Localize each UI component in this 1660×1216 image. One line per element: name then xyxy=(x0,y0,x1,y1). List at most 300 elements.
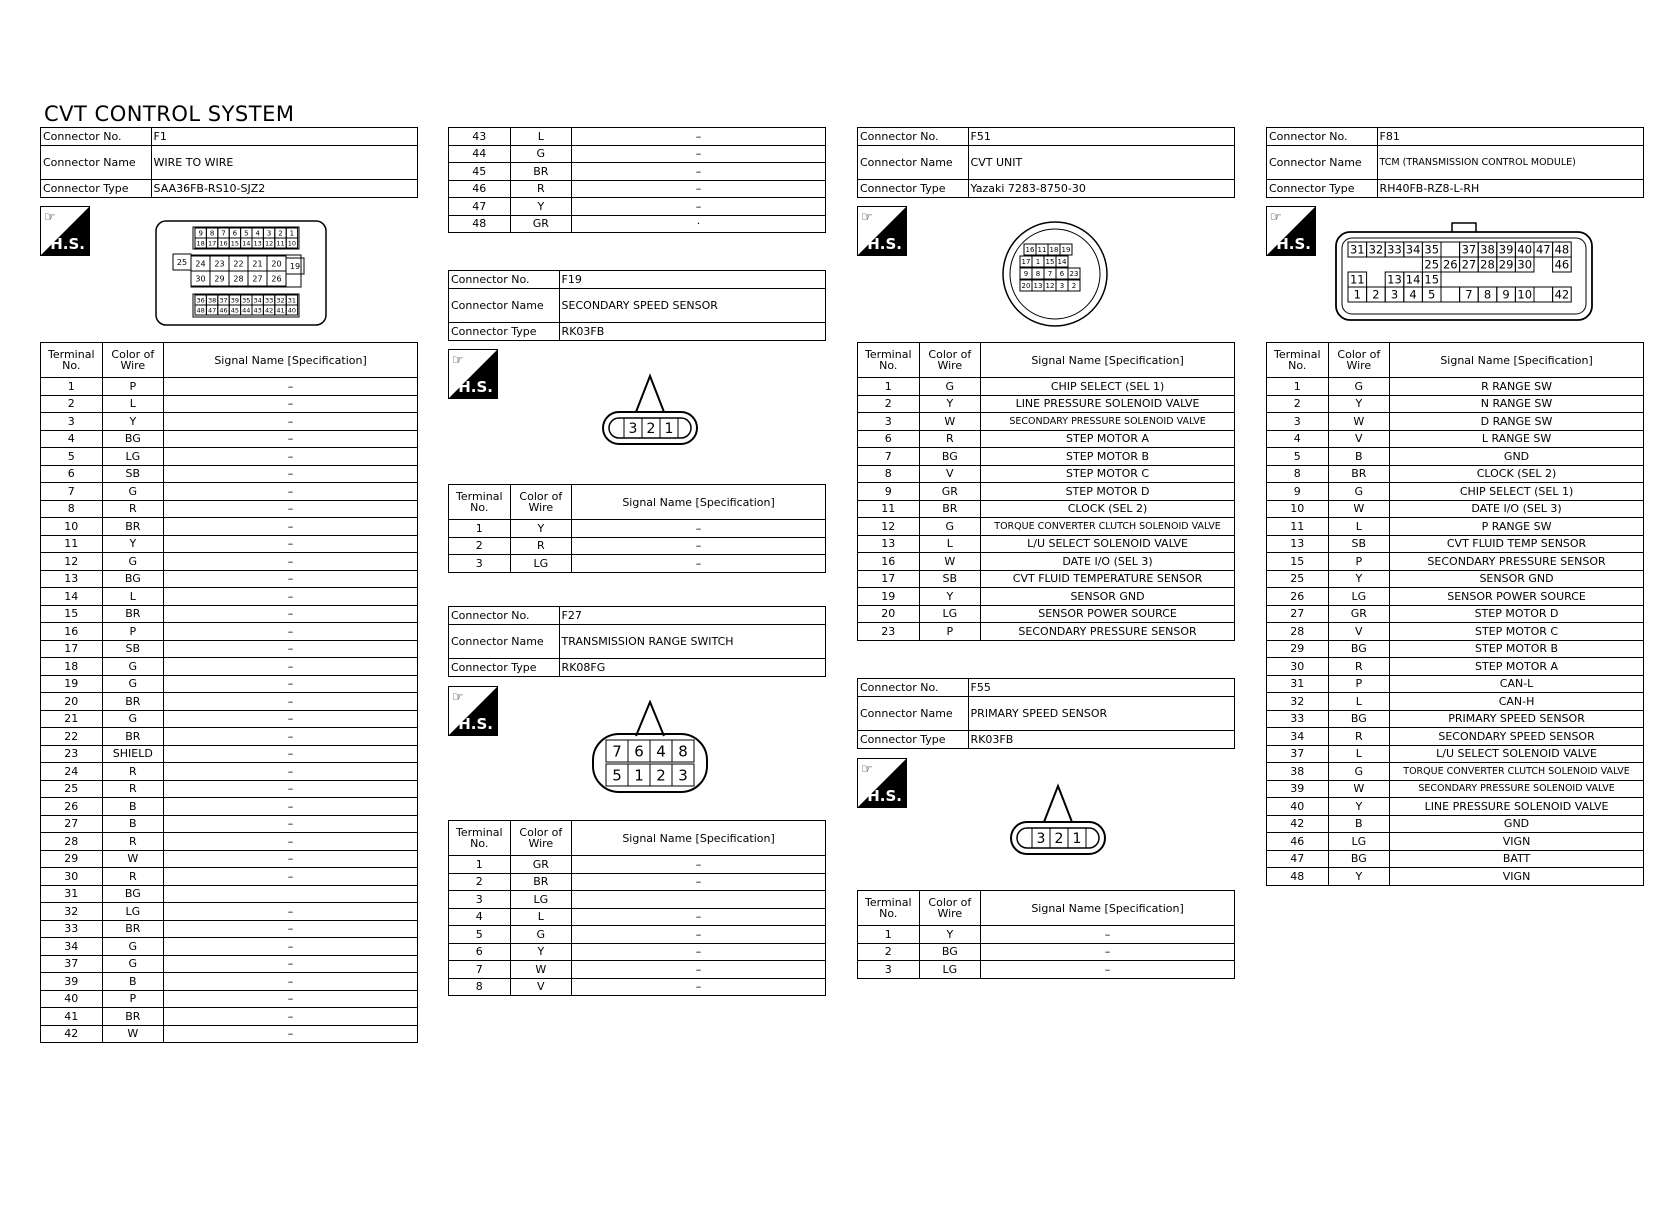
pin-label: 38 xyxy=(207,296,217,305)
signal-name-cell: PRIMARY SPEED SENSOR xyxy=(1390,710,1644,728)
wire-color-cell: P xyxy=(1328,675,1390,693)
signal-name-cell: – xyxy=(164,903,418,921)
terminal-no-cell: 2 xyxy=(858,395,920,413)
connector-f1-continued-table xyxy=(448,127,826,233)
pin-label: 6 xyxy=(634,742,644,761)
wire-color-cell: L xyxy=(510,128,572,146)
terminal-no-cell: 30 xyxy=(41,868,103,886)
wire-color-cell: LG xyxy=(919,961,981,979)
terminal-no-cell: 19 xyxy=(858,588,920,606)
terminal-row xyxy=(41,500,418,518)
terminal-no-cell: 46 xyxy=(1267,833,1329,851)
pin-label: 7 xyxy=(221,229,226,238)
pin-label: 26 xyxy=(1442,257,1458,272)
signal-name-cell: STEP MOTOR B xyxy=(981,448,1235,466)
terminal-no-cell: 8 xyxy=(858,465,920,483)
connector-name-value: TRANSMISSION RANGE SWITCH xyxy=(559,625,825,659)
terminal-row xyxy=(1267,850,1644,868)
terminal-row xyxy=(41,605,418,623)
header-color-of-wire: Color of Wire xyxy=(510,821,572,856)
signal-name-cell: – xyxy=(164,815,418,833)
wire-color-cell: SB xyxy=(1328,535,1390,553)
signal-name-cell: SENSOR GND xyxy=(981,588,1235,606)
terminal-no-cell: 16 xyxy=(41,623,103,641)
connector-type-value: RK08FG xyxy=(559,659,825,677)
pin-label: 40 xyxy=(1517,242,1533,257)
connector-f55-info xyxy=(857,678,1235,749)
pin-label: 34 xyxy=(253,296,262,305)
terminal-no-cell: 2 xyxy=(449,873,511,891)
wire-color-cell: G xyxy=(102,483,164,501)
terminal-row xyxy=(41,413,418,431)
signal-name-cell: CVT FLUID TEMPERATURE SENSOR xyxy=(981,570,1235,588)
pin-label: 6 xyxy=(232,229,238,238)
label-connector-name: Connector Name xyxy=(449,289,560,323)
signal-name-cell: – xyxy=(164,430,418,448)
terminal-no-cell: 3 xyxy=(449,555,511,573)
pin-label: 11 xyxy=(1349,272,1365,287)
wire-color-cell: L xyxy=(1328,518,1390,536)
harness-side-icon: ☞ H.S. xyxy=(857,206,907,256)
terminal-no-cell: 39 xyxy=(1267,780,1329,798)
wire-color-cell: SB xyxy=(102,465,164,483)
pin-label: 45 xyxy=(230,306,240,315)
wire-color-cell: G xyxy=(102,710,164,728)
pin-label: 11 xyxy=(276,239,285,248)
signal-name-cell: – xyxy=(164,710,418,728)
signal-name-cell: P RANGE SW xyxy=(1390,518,1644,536)
terminal-row xyxy=(41,710,418,728)
pin-label: 15 xyxy=(1045,258,1055,267)
terminal-no-cell: 7 xyxy=(858,448,920,466)
terminal-row xyxy=(449,520,826,538)
terminal-row xyxy=(41,973,418,991)
terminal-row xyxy=(858,553,1235,571)
signal-name-cell: CHIP SELECT (SEL 1) xyxy=(1390,483,1644,501)
wire-color-cell: G xyxy=(510,145,572,163)
signal-name-cell: VIGN xyxy=(1390,833,1644,851)
pin-label: 26 xyxy=(271,274,282,284)
wire-color-cell: W xyxy=(919,413,981,431)
wire-color-cell: R xyxy=(102,780,164,798)
terminal-no-cell: 40 xyxy=(1267,798,1329,816)
signal-name-cell: – xyxy=(164,1008,418,1026)
pin-label: 17 xyxy=(1021,258,1031,267)
terminal-row xyxy=(41,395,418,413)
terminal-row xyxy=(41,378,418,396)
signal-name-cell: CLOCK (SEL 2) xyxy=(1390,465,1644,483)
terminal-no-cell: 25 xyxy=(1267,570,1329,588)
terminal-row xyxy=(1267,833,1644,851)
signal-name-cell: DATE I/O (SEL 3) xyxy=(1390,500,1644,518)
terminal-row xyxy=(858,465,1235,483)
signal-name-cell: – xyxy=(164,763,418,781)
terminal-no-cell: 2 xyxy=(1267,395,1329,413)
wire-color-cell: P xyxy=(1328,553,1390,571)
terminal-no-cell: 41 xyxy=(41,1008,103,1026)
signal-name-cell: – xyxy=(572,128,826,146)
label-connector-name: Connector Name xyxy=(858,146,969,180)
wire-color-cell: B xyxy=(102,798,164,816)
terminal-no-cell: 34 xyxy=(41,938,103,956)
signal-name-cell: – xyxy=(164,535,418,553)
signal-name-cell: – xyxy=(164,395,418,413)
label-connector-name: Connector Name xyxy=(1267,146,1378,180)
terminal-no-cell: 3 xyxy=(858,961,920,979)
connector-name-value: WIRE TO WIRE xyxy=(151,146,417,180)
pin-label: 14 xyxy=(242,239,251,248)
terminal-row xyxy=(41,588,418,606)
signal-name-cell: SECONDARY PRESSURE SOLENOID VALVE xyxy=(1390,780,1644,798)
label-connector-type: Connector Type xyxy=(41,180,152,198)
terminal-no-cell: 15 xyxy=(41,605,103,623)
pin-label: 13 xyxy=(1033,282,1043,291)
connector-type-value: Yazaki 7283-8750-30 xyxy=(968,180,1234,198)
pin-label: 2 xyxy=(1372,287,1380,302)
wire-color-cell: Y xyxy=(919,926,981,944)
wire-color-cell: Y xyxy=(510,198,572,216)
signal-name-cell: – xyxy=(572,180,826,198)
wire-color-cell: BR xyxy=(102,728,164,746)
wire-color-cell: G xyxy=(1328,483,1390,501)
pin-label: 27 xyxy=(252,274,263,284)
terminal-row xyxy=(1267,465,1644,483)
terminal-no-cell: 32 xyxy=(1267,693,1329,711)
terminal-no-cell: 13 xyxy=(1267,535,1329,553)
terminal-no-cell: 28 xyxy=(1267,623,1329,641)
wire-color-cell: W xyxy=(102,850,164,868)
terminal-no-cell: 13 xyxy=(858,535,920,553)
pin-label: 23 xyxy=(1069,270,1079,279)
pin-label: 7 xyxy=(1047,270,1053,279)
pin-label: 18 xyxy=(1049,246,1059,255)
pin-label: 14 xyxy=(1405,272,1421,287)
wire-color-cell: Y xyxy=(1328,868,1390,886)
signal-name-cell: – xyxy=(981,961,1235,979)
pin-label: 8 xyxy=(209,229,215,238)
label-connector-no: Connector No. xyxy=(449,607,560,625)
page-title: CVT CONTROL SYSTEM xyxy=(44,102,295,126)
label-connector-type: Connector Type xyxy=(858,731,969,749)
terminal-row xyxy=(41,903,418,921)
header-color-of-wire: Color of Wire xyxy=(510,485,572,520)
connector-f27-diagram xyxy=(590,700,710,796)
signal-name-cell: – xyxy=(164,1025,418,1043)
terminal-no-cell: 5 xyxy=(449,926,511,944)
pin-label: 30 xyxy=(1517,257,1533,272)
terminal-no-cell: 21 xyxy=(41,710,103,728)
terminal-row xyxy=(41,1025,418,1043)
pin-label: 3 xyxy=(678,766,688,785)
signal-name-cell: – xyxy=(164,675,418,693)
wire-color-cell: G xyxy=(1328,378,1390,396)
pin-label: 42 xyxy=(1554,287,1570,302)
connector-f19-terminal-table xyxy=(448,484,826,573)
terminal-no-cell: 20 xyxy=(41,693,103,711)
terminal-no-cell: 44 xyxy=(449,145,511,163)
terminal-row xyxy=(41,693,418,711)
terminal-no-cell: 42 xyxy=(41,1025,103,1043)
signal-name-cell: SECONDARY PRESSURE SOLENOID VALVE xyxy=(981,413,1235,431)
signal-name-cell xyxy=(164,885,418,903)
connector-f27-info xyxy=(448,606,826,677)
connector-f51-terminal-table xyxy=(857,342,1235,641)
terminal-no-cell: 5 xyxy=(41,448,103,466)
terminal-row xyxy=(449,873,826,891)
terminal-no-cell: 26 xyxy=(1267,588,1329,606)
terminal-row xyxy=(41,938,418,956)
terminal-no-cell: 1 xyxy=(858,926,920,944)
terminal-no-cell: 11 xyxy=(41,535,103,553)
harness-side-icon: ☞ H.S. xyxy=(448,349,498,399)
terminal-no-cell: 1 xyxy=(858,378,920,396)
pin-label: 9 xyxy=(198,229,203,238)
terminal-no-cell: 5 xyxy=(1267,448,1329,466)
signal-name-cell: GND xyxy=(1390,815,1644,833)
wire-color-cell: Y xyxy=(510,943,572,961)
pin-label: 5 xyxy=(244,229,249,238)
pin-label: 2 xyxy=(278,229,283,238)
terminal-no-cell: 30 xyxy=(1267,658,1329,676)
wire-color-cell: BG xyxy=(1328,640,1390,658)
wire-color-cell: R xyxy=(919,430,981,448)
wire-color-cell: BR xyxy=(1328,465,1390,483)
pin-label: 7 xyxy=(1465,287,1473,302)
wire-color-cell: Y xyxy=(102,413,164,431)
wire-color-cell: G xyxy=(919,518,981,536)
wire-color-cell: W xyxy=(1328,500,1390,518)
terminal-no-cell: 27 xyxy=(1267,605,1329,623)
terminal-row xyxy=(1267,798,1644,816)
pin-label: 8 xyxy=(678,742,688,761)
terminal-no-cell: 14 xyxy=(41,588,103,606)
pin-label: 31 xyxy=(287,296,297,305)
pin-label: 1 xyxy=(1353,287,1361,302)
pin-label: 17 xyxy=(207,239,217,248)
signal-name-cell: – xyxy=(164,833,418,851)
connector-f55-diagram xyxy=(1008,782,1108,858)
terminal-row xyxy=(41,658,418,676)
signal-name-cell: – xyxy=(572,961,826,979)
terminal-no-cell: 29 xyxy=(41,850,103,868)
pin-label: 36 xyxy=(196,296,205,305)
terminal-row xyxy=(41,465,418,483)
header-color-of-wire: Color of Wire xyxy=(1328,343,1390,378)
signal-name-cell: – xyxy=(164,920,418,938)
connector-no-value: F55 xyxy=(968,679,1234,697)
terminal-no-cell: 31 xyxy=(41,885,103,903)
terminal-no-cell: 20 xyxy=(858,605,920,623)
terminal-no-cell: 43 xyxy=(449,128,511,146)
signal-name-cell: STEP MOTOR D xyxy=(1390,605,1644,623)
wire-color-cell: G xyxy=(919,378,981,396)
wire-color-cell: V xyxy=(1328,430,1390,448)
pin-label: 7 xyxy=(612,742,622,761)
wire-color-cell: R xyxy=(510,537,572,555)
wire-color-cell: V xyxy=(919,465,981,483)
wire-color-cell: L xyxy=(102,395,164,413)
wire-color-cell: BR xyxy=(102,920,164,938)
signal-name-cell: – xyxy=(572,520,826,538)
connector-name-value: PRIMARY SPEED SENSOR xyxy=(968,697,1234,731)
wire-color-cell: W xyxy=(510,961,572,979)
label-connector-no: Connector No. xyxy=(858,128,969,146)
terminal-row xyxy=(41,430,418,448)
terminal-row xyxy=(1267,605,1644,623)
terminal-no-cell: 3 xyxy=(858,413,920,431)
pin-label: 1 xyxy=(289,229,295,238)
terminal-row xyxy=(41,815,418,833)
header-color-of-wire: Color of Wire xyxy=(919,343,981,378)
pin-label: 34 xyxy=(1405,242,1421,257)
signal-name-cell: – xyxy=(164,623,418,641)
signal-name-cell: STEP MOTOR D xyxy=(981,483,1235,501)
signal-name-cell: CLOCK (SEL 2) xyxy=(981,500,1235,518)
pin-label: 37 xyxy=(219,296,228,305)
pin-label: 20 xyxy=(271,259,282,269)
terminal-no-cell: 4 xyxy=(1267,430,1329,448)
header-signal-name: Signal Name [Specification] xyxy=(572,821,826,856)
terminal-no-cell: 2 xyxy=(858,943,920,961)
label-connector-no: Connector No. xyxy=(41,128,152,146)
terminal-row xyxy=(449,891,826,909)
wire-color-cell: L xyxy=(510,908,572,926)
terminal-row xyxy=(858,518,1235,536)
terminal-row xyxy=(858,500,1235,518)
signal-name-cell: – xyxy=(981,926,1235,944)
terminal-row xyxy=(1267,710,1644,728)
terminal-row xyxy=(1267,728,1644,746)
terminal-row xyxy=(449,961,826,979)
wire-color-cell: R xyxy=(102,500,164,518)
pin-label: 14 xyxy=(1057,258,1067,267)
terminal-no-cell: 8 xyxy=(41,500,103,518)
terminal-row xyxy=(41,448,418,466)
terminal-no-cell: 33 xyxy=(41,920,103,938)
wire-color-cell: SB xyxy=(919,570,981,588)
wire-color-cell: L xyxy=(1328,745,1390,763)
terminal-row xyxy=(449,145,826,163)
terminal-row xyxy=(449,856,826,874)
terminal-row xyxy=(41,553,418,571)
terminal-no-cell: 1 xyxy=(1267,378,1329,396)
wire-color-cell: BG xyxy=(102,570,164,588)
signal-name-cell: · xyxy=(572,215,826,233)
pin-label: 5 xyxy=(612,766,622,785)
signal-name-cell: TORQUE CONVERTER CLUTCH SOLENOID VALVE xyxy=(981,518,1235,536)
pin-label: 33 xyxy=(1387,242,1402,257)
terminal-no-cell: 4 xyxy=(41,430,103,448)
connector-no-value: F19 xyxy=(559,271,825,289)
signal-name-cell: L RANGE SW xyxy=(1390,430,1644,448)
terminal-row xyxy=(1267,623,1644,641)
wire-color-cell: Y xyxy=(102,535,164,553)
terminal-no-cell: 7 xyxy=(41,483,103,501)
pin-label: 16 xyxy=(1025,246,1035,255)
terminal-no-cell: 17 xyxy=(41,640,103,658)
signal-name-cell: SENSOR POWER SOURCE xyxy=(981,605,1235,623)
pin-label: 11 xyxy=(1037,246,1047,255)
connector-f19-info xyxy=(448,270,826,341)
connector-f81-diagram xyxy=(1334,220,1594,324)
terminal-row xyxy=(1267,413,1644,431)
signal-name-cell: – xyxy=(572,943,826,961)
signal-name-cell: SECONDARY SPEED SENSOR xyxy=(1390,728,1644,746)
terminal-no-cell: 2 xyxy=(41,395,103,413)
signal-name-cell: – xyxy=(164,868,418,886)
pin-label: 35 xyxy=(242,296,251,305)
wire-color-cell: B xyxy=(1328,448,1390,466)
connector-name-value: TCM (TRANSMISSION CONTROL MODULE) xyxy=(1377,146,1643,180)
terminal-row xyxy=(449,128,826,146)
terminal-no-cell: 11 xyxy=(1267,518,1329,536)
harness-side-icon: ☞ H.S. xyxy=(448,686,498,736)
pin-label: 47 xyxy=(1535,242,1551,257)
wire-color-cell: G xyxy=(102,658,164,676)
wire-color-cell: R xyxy=(1328,658,1390,676)
wire-color-cell: LG xyxy=(1328,588,1390,606)
wire-color-cell: Y xyxy=(919,588,981,606)
terminal-row xyxy=(449,163,826,181)
signal-name-cell: – xyxy=(572,856,826,874)
label-connector-no: Connector No. xyxy=(1267,128,1378,146)
wire-color-cell: LG xyxy=(919,605,981,623)
label-connector-no: Connector No. xyxy=(449,271,560,289)
pin-label: 41 xyxy=(276,306,285,315)
hand-icon: ☞ xyxy=(452,690,464,705)
connector-f27-terminal-table xyxy=(448,820,826,996)
terminal-row xyxy=(1267,378,1644,396)
pin-label: 1 xyxy=(1035,258,1041,267)
terminal-row xyxy=(41,798,418,816)
pin-label: 31 xyxy=(1349,242,1365,257)
pin-label: 20 xyxy=(1021,282,1031,291)
terminal-no-cell: 48 xyxy=(1267,868,1329,886)
wire-color-cell: SB xyxy=(102,640,164,658)
signal-name-cell: SECONDARY PRESSURE SENSOR xyxy=(1390,553,1644,571)
wire-color-cell: V xyxy=(1328,623,1390,641)
connector-name-value: CVT UNIT xyxy=(968,146,1234,180)
terminal-row xyxy=(449,215,826,233)
terminal-row xyxy=(41,955,418,973)
signal-name-cell: – xyxy=(164,693,418,711)
terminal-row xyxy=(41,763,418,781)
terminal-no-cell: 4 xyxy=(449,908,511,926)
signal-name-cell: – xyxy=(572,978,826,996)
pin-label: 10 xyxy=(287,239,297,248)
signal-name-cell: – xyxy=(572,537,826,555)
signal-name-cell: STEP MOTOR C xyxy=(981,465,1235,483)
terminal-no-cell: 10 xyxy=(1267,500,1329,518)
signal-name-cell: – xyxy=(164,955,418,973)
wire-color-cell: BR xyxy=(102,1008,164,1026)
label-connector-name: Connector Name xyxy=(449,625,560,659)
header-terminal-no: Terminal No. xyxy=(858,343,920,378)
pin-label: 8 xyxy=(1035,270,1041,279)
terminal-row xyxy=(41,745,418,763)
signal-name-cell: – xyxy=(164,483,418,501)
signal-name-cell: GND xyxy=(1390,448,1644,466)
wire-color-cell: R xyxy=(102,868,164,886)
pin-label: 43 xyxy=(253,306,262,315)
terminal-row xyxy=(858,623,1235,641)
signal-name-cell: LINE PRESSURE SOLENOID VALVE xyxy=(1390,798,1644,816)
terminal-row xyxy=(858,926,1235,944)
terminal-row xyxy=(858,378,1235,396)
signal-name-cell: – xyxy=(981,943,1235,961)
wire-color-cell: B xyxy=(102,973,164,991)
signal-name-cell: – xyxy=(164,780,418,798)
